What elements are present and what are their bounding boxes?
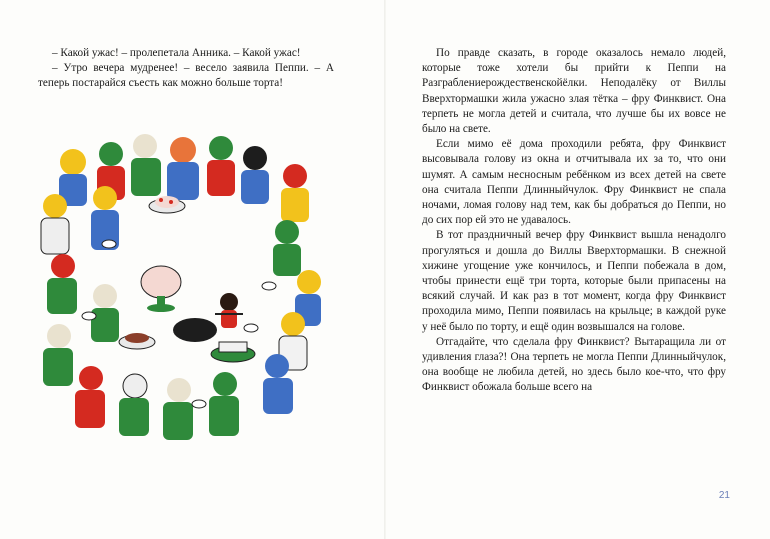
child-figure (75, 366, 105, 428)
child-figure (167, 137, 199, 200)
child-figure (281, 164, 309, 222)
tea-cup (244, 324, 258, 332)
dark-bowl (173, 318, 217, 342)
paragraph: В тот праздничный вечер фру Финквист вышла ненадолго прогуляться и дошла до Виллы Вверхтормашки. В снежной хижине угощение уже кончилось, и Пеппи побежала в дом, чтобы принести ещё три торта, которые были припасены на всякий случай. И как раз в тот момент, когда фру Финквист проходила мимо, Пеппи появилась на крыльце; в каждой руке у неё было по торту, и ещё один возвышался на голове. (422, 229, 726, 333)
right-page (385, 0, 770, 539)
child-figure (47, 254, 77, 314)
paragraph: – Какой ужас! – пролепетала Анника. – Какой ужас! (52, 47, 301, 59)
party-illustration (33, 132, 329, 454)
child-figure (41, 194, 69, 254)
tea-cup (192, 400, 206, 408)
child-figure (163, 378, 193, 440)
page-number: 21 (718, 490, 730, 501)
paragraph: По правде сказать, в городе оказалось немало людей, которые тоже хотели бы прийти к Пеппи на Разграблениерождественскойёлки. Неподалёку от Виллы Вверхтормашки жила ужасно злая тётка – фру Финквист. Она терпеть не могла детей и считала, что лучше бы их вовсе не было на свете. (422, 47, 726, 136)
cake-on-stand (141, 266, 181, 312)
child-figure (207, 136, 235, 196)
paragraph: Если мимо её дома проходили ребята, фру Финквист высовывала голову из окна и отчитывала их за то, что они шумят. А самым несносным ребёнком из всех детей на свете она считала Пеппи Длинныйчулок. Фру Финквист не спала ночами, ломая голову над тем, как бы добраться до Пеппи, но до сих пор ей это не удавалось. (422, 138, 726, 227)
tea-cup (102, 240, 116, 248)
cake-plate (211, 342, 255, 362)
left-page-text (38, 46, 334, 92)
child-figure (119, 374, 149, 436)
child-figure (131, 134, 161, 196)
child-figure (273, 220, 301, 276)
child-figure (43, 324, 73, 386)
paragraph: – Утро вечера мудренее! – весело заявила Пеппи. – А теперь постарайся съесть как можно больше торта! (38, 62, 334, 90)
cake-plate (119, 333, 155, 349)
right-page-text (422, 46, 726, 396)
child-figure (209, 372, 239, 436)
paragraph: Отгадайте, что сделала фру Финквист? Вытаращила ли от удивления глаза?! Она терпеть не могла Пеппи Длинныйчулок, она вообще не любила детей, но здесь было кое-что, что фру Финквист обожала больше всего на (422, 335, 726, 394)
child-figure (241, 146, 269, 204)
tea-cup (82, 312, 96, 320)
child-figure (91, 284, 119, 342)
tea-cup (262, 282, 276, 290)
child-figure (263, 354, 293, 414)
monkey-figure (215, 293, 243, 328)
